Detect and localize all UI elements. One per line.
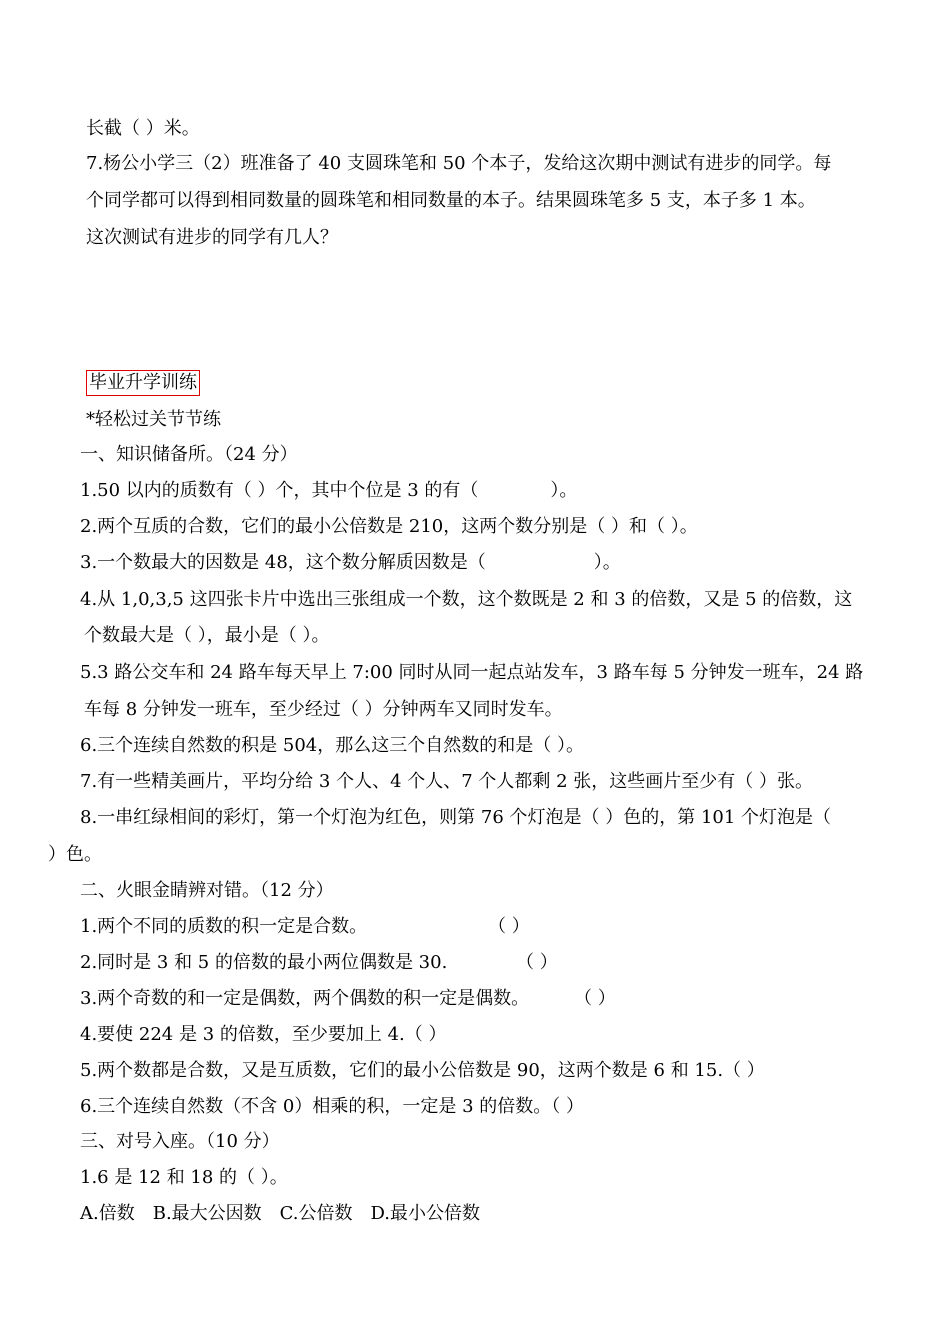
part3-question-1: 1.6 是 12 和 18 的（ ）。 bbox=[80, 1167, 288, 1188]
question-7-line-3: 这次测试有进步的同学有几人？ bbox=[86, 227, 338, 248]
part2-question-3: 3.两个奇数的和一定是偶数，两个偶数的积一定是偶数。 bbox=[80, 988, 530, 1009]
part2-question-2: 2.同时是 3 和 5 的倍数的最小两位偶数是 30. bbox=[80, 952, 448, 973]
part1-heading: 一、知识储备所。（24 分） bbox=[80, 444, 298, 465]
question-7-line-1: 7.杨公小学三（2）班准备了 40 支圆珠笔和 50 个本子，发给这次期中测试有进步的同学。每 bbox=[86, 153, 832, 174]
part1-question-1: 1.50 以内的质数有（ ）个，其中个位是 3 的有（ ）。 bbox=[80, 480, 578, 501]
part1-question-4-line-2: 个数最大是（ ），最小是（ ）。 bbox=[84, 625, 330, 646]
part1-question-7: 7.有一些精美画片，平均分给 3 个人、4 个人、7 个人都剩 2 张，这些画片至少有（ ）张。 bbox=[80, 771, 814, 792]
part1-question-8-line-2: ）色。 bbox=[48, 844, 102, 865]
part1-question-6: 6.三个连续自然数的积是 504，那么这三个自然数的和是（ ）。 bbox=[80, 735, 584, 756]
part3-heading: 三、对号入座。（10 分） bbox=[80, 1131, 280, 1152]
part1-question-5-line-1: 5.3 路公交车和 24 路车每天早上 7:00 同时从同一起点站发车，3 路车每 5 分钟发一班车，24 路 bbox=[80, 662, 864, 683]
part1-question-3: 3.一个数最大的因数是 48，这个数分解质因数是（ ）。 bbox=[80, 552, 621, 573]
part2-question-2-answer-paren: （ ） bbox=[516, 952, 558, 973]
part2-question-3-answer-paren: （ ） bbox=[574, 988, 616, 1009]
part2-question-6: 6.三个连续自然数（不含 0）相乘的积，一定是 3 的倍数。（ ） bbox=[80, 1096, 584, 1117]
part2-question-1-answer-paren: （ ） bbox=[488, 916, 530, 937]
part2-question-4: 4.要使 224 是 3 的倍数，至少要加上 4.（ ） bbox=[80, 1024, 447, 1045]
part1-question-2: 2.两个互质的合数，它们的最小公倍数是 210，这两个数分别是（ ）和（ ）。 bbox=[80, 516, 698, 537]
part1-question-8-line-1: 8.一串红绿相间的彩灯，第一个灯泡为红色，则第 76 个灯泡是（ ）色的，第 101 个灯泡是（ bbox=[80, 807, 832, 828]
part1-question-5-line-2: 车每 8 分钟发一班车，至少经过（ ）分钟两车又同时发车。 bbox=[84, 699, 563, 720]
part2-heading: 二、火眼金睛辨对错。（12 分） bbox=[80, 880, 334, 901]
text-line-prev-question-end: 长截（ ）米。 bbox=[86, 118, 200, 139]
part2-question-5: 5.两个数都是合数，又是互质数，它们的最小公倍数是 90，这两个数是 6 和 15.（ ） bbox=[80, 1060, 765, 1081]
part1-question-4-line-1: 4.从 1,0,3,5 这四张卡片中选出三张组成一个数，这个数既是 2 和 3 的倍数，又是 5 的倍数，这 bbox=[80, 589, 853, 610]
question-7-line-2: 个同学都可以得到相同数量的圆珠笔和相同数量的本子。结果圆珠笔多 5 支，本子多 1 本。 bbox=[86, 190, 816, 211]
part3-question-1-options: A.倍数 B.最大公因数 C.公倍数 D.最小公倍数 bbox=[80, 1203, 481, 1224]
section-badge: 毕业升学训练 bbox=[86, 370, 200, 396]
section-subtitle: *轻松过关节节练 bbox=[86, 409, 221, 430]
part2-question-1: 1.两个不同的质数的积一定是合数。 bbox=[80, 916, 368, 937]
